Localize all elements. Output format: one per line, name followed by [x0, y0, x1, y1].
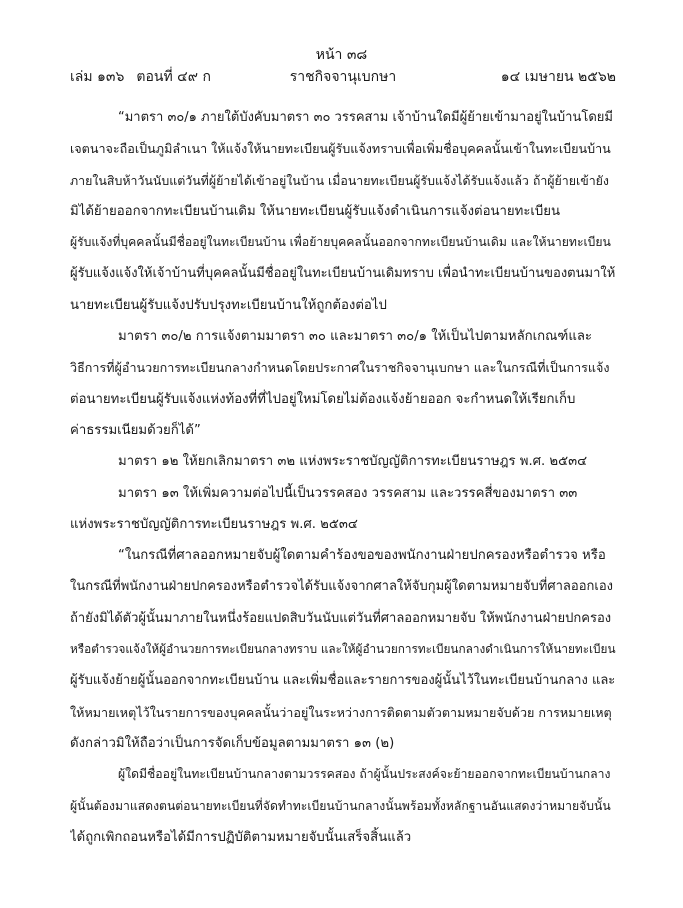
- gazette-title: ราชกิจจานุเบกษา: [289, 69, 397, 85]
- text-line: ผู้รับแจ้งย้ายผู้นั้นออกจากทะเบียนบ้าน และเพิ่มชื่อและรายการของผู้นั้นไว้ในทะเบียนบ้านกลาง และ: [70, 673, 616, 689]
- text-line: “ในกรณีที่ศาลออกหมายจับผู้ใดตามคำร้องขอของพนักงานฝ่ายปกครองหรือตำรวจ หรือ: [118, 548, 606, 564]
- text-line: มาตรา ๑๒ ให้ยกเลิกมาตรา ๓๒ แห่งพระราชบัญญัติการทะเบียนราษฎร พ.ศ. ๒๕๓๔: [118, 454, 588, 470]
- volume-label: เล่ม ๑๓๖: [70, 69, 125, 85]
- text-line: ภายในสิบห้าวันนับแต่วันที่ผู้ย้ายได้เข้าอยู่ในบ้าน เมื่อนายทะเบียนผู้รับแจ้งได้รับแจ้งแล้ว ถ้าผู้ย้ายเข้ายัง: [70, 172, 609, 188]
- text-line: ต่อนายทะเบียนผู้รับแจ้งแห่งท้องที่ที่ไปอยู่ใหม่โดยไม่ต้องแจ้งย้ายออก จะกำหนดให้เรียกเก็บ: [70, 391, 576, 407]
- text-line: มาตรา ๑๓ ให้เพิ่มความต่อไปนี้เป็นวรรคสอง วรรคสาม และวรรคสี่ของมาตรา ๓๓: [118, 485, 578, 501]
- issue-date: ๑๔ เมษายน ๒๕๖๒: [500, 69, 616, 85]
- text-line: ผู้รับแจ้งแจ้งให้เจ้าบ้านที่บุคคลนั้นมีชื่ออยู่ในทะเบียนบ้านเดิมทราบ เพื่อนำทะเบียนบ้านของตนมาให้: [70, 266, 616, 282]
- text-line: มาตรา ๓๐/๒ การแจ้งตามมาตรา ๓๐ และมาตรา ๓๐/๑ ให้เป็นไปตามหลักเกณฑ์และ: [118, 329, 592, 345]
- text-line: “มาตรา ๓๐/๑ ภายใต้บังคับมาตรา ๓๐ วรรคสาม เจ้าบ้านใดมีผู้ย้ายเข้ามาอยู่ในบ้านโดยมี: [118, 110, 613, 125]
- text-line: ค่าธรรมเนียมด้วยก็ได้”: [70, 422, 201, 438]
- text-line: ผู้รับแจ้งที่บุคคลนั้นมีชื่ออยู่ในทะเบียนบ้าน เพื่อย้ายบุคคลนั้นออกจากทะเบียนบ้านเดิม และให้นายทะเบียน: [70, 235, 611, 250]
- text-line: เจตนาจะถือเป็นภูมิลำเนา ให้แจ้งให้นายทะเบียนผู้รับแจ้งทราบเพื่อเพิ่มชื่อบุคคลนั้นเข้าในทะเบียนบ้าน: [70, 141, 611, 157]
- text-line: นายทะเบียนผู้รับแจ้งปรับปรุงทะเบียนบ้านให้ถูกต้องต่อไป: [70, 297, 387, 313]
- text-line: แห่งพระราชบัญญัติการทะเบียนราษฎร พ.ศ. ๒๕๓๔: [70, 516, 358, 532]
- page-number: หน้า ๓๘: [315, 47, 368, 63]
- text-line: ได้ถูกเพิกถอนหรือได้มีการปฏิบัติตามหมายจับนั้นเสร็จสิ้นแล้ว: [70, 829, 412, 845]
- document-body: [70, 102, 616, 853]
- gazette-header: [70, 66, 616, 86]
- text-line: ดังกล่าวมิให้ถือว่าเป็นการจัดเก็บข้อมูลตามมาตรา ๑๓ (๒): [70, 735, 395, 751]
- text-line: ถ้ายังมิได้ตัวผู้นั้นมาภายในหนึ่งร้อยแปดสิบวันนับแต่วันที่ศาลออกหมายจับ ให้พนักงานฝ่ายปกครอง: [70, 610, 612, 626]
- text-line: ผู้นั้นต้องมาแสดงตนต่อนายทะเบียนที่จัดทำทะเบียนบ้านกลางนั้นพร้อมทั้งหลักฐานอันแสดงว่าหมายจับนั้น: [70, 798, 611, 813]
- text-line: ในกรณีที่พนักงานฝ่ายปกครองหรือตำรวจได้รับแจ้งจากศาลให้จับกุมผู้ใดตามหมายจับที่ศาลออกเอง: [70, 579, 613, 595]
- text-line: มิได้ย้ายออกจากทะเบียนบ้านเดิม ให้นายทะเบียนผู้รับแจ้งดำเนินการแจ้งต่อนายทะเบียน: [70, 203, 561, 219]
- text-line: หรือตำรวจแจ้งให้ผู้อำนวยการทะเบียนกลางทราบ และให้ผู้อำนวยการทะเบียนกลางดำเนินการให้นายทะเบียน: [70, 642, 616, 657]
- text-line: ให้หมายเหตุไว้ในรายการของบุคคลนั้นว่าอยู่ในระหว่างการติดตามตัวตามหมายจับด้วย การหมายเหตุ: [70, 704, 612, 720]
- issue-label: ตอนที่ ๔๙ ก: [136, 69, 211, 85]
- text-line: วิธีการที่ผู้อำนวยการทะเบียนกลางกำหนดโดยประกาศในราชกิจจานุเบกษา และในกรณีที่เป็นการแจ้ง: [70, 360, 610, 376]
- text-line: ผู้ใดมีชื่ออยู่ในทะเบียนบ้านกลางตามวรรคสอง ถ้าผู้นั้นประสงค์จะย้ายออกจากทะเบียนบ้านกลาง: [118, 767, 611, 782]
